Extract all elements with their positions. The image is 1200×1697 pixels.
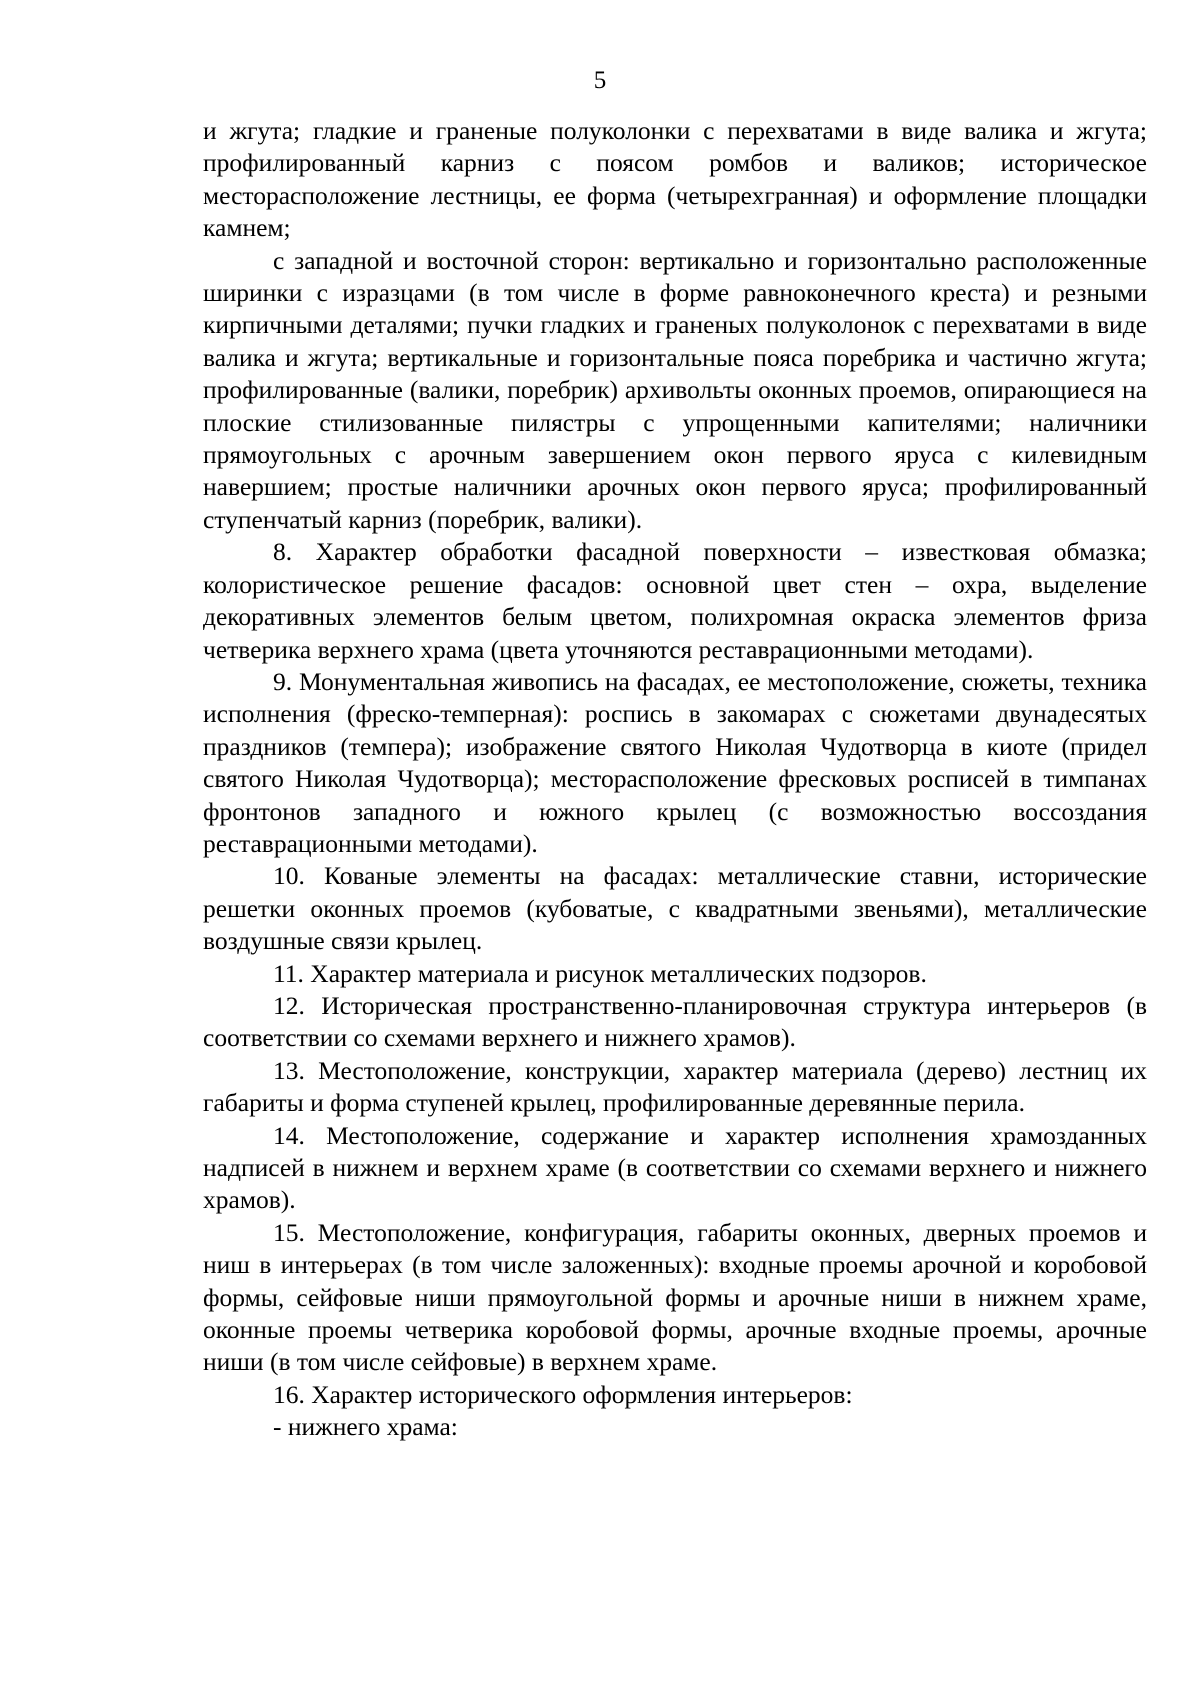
paragraph-item-9: 9. Монументальная живопись на фасадах, ее местоположение, сюжеты, техника исполнения (фреско-темперная): роспись в закомарах с сюжетами двунадесятых праздников (темпера); изображение святого Николая Чудотворца в киоте (придел святого Николая Чудотворца); месторасположение фресковых росписей в тимпанах фронтонов западного и южного крылец (с возможностью воссоздания реставрационными методами).: [203, 666, 1147, 858]
paragraph-item-10: 10. Кованые элементы на фасадах: металлические ставни, исторические решетки оконных проемов (кубоватые, с квадратными звеньями), металлические воздушные связи крылец.: [203, 861, 1147, 956]
paragraph-item-13: 13. Местоположение, конструкции, характер материала (дерево) лестниц их габариты и форма ступеней крылец, профилированные деревянные перила.: [203, 1055, 1147, 1118]
page-number: 5: [593, 67, 607, 94]
document-body: [203, 115, 1147, 1444]
paragraph-item-15: 15. Местоположение, конфигурация, габариты оконных, дверных проемов и ниш в интерьерах (в том числе заложенных): входные проемы арочной и коробовой формы, сейфовые ниши прямоугольной формы и арочные ниши в нижнем храме, оконные проемы четверика коробовой формы, арочные входные проемы, арочные ниши (в том числе сейфовые) в верхнем храме.: [203, 1217, 1147, 1377]
paragraph-item-16: 16. Характер исторического оформления интерьеров:: [273, 1379, 853, 1409]
paragraph-item-11: 11. Характер материала и рисунок металлических подзоров.: [273, 958, 927, 988]
paragraph-item-8: 8. Характер обработки фасадной поверхности – известковая обмазка; колористическое решение фасадов: основной цвет стен – охра, выделение декоративных элементов белым цветом, полихромная окраска элементов фриза четверика верхнего храма (цвета уточняются реставрационными методами).: [203, 537, 1147, 664]
paragraph-item-14: 14. Местоположение, содержание и характер исполнения храмозданных надписей в нижнем и верхнем храме (в соответствии со схемами верхнего и нижнего храмов).: [203, 1120, 1147, 1215]
paragraph-lower-church: - нижнего храма:: [273, 1412, 458, 1442]
paragraph-item-12: 12. Историческая пространственно-планировочная структура интерьеров (в соответствии со схемами верхнего и нижнего храмов).: [203, 990, 1147, 1053]
paragraph-west-east-facades: с западной и восточной сторон: вертикально и горизонтально расположенные ширинки с изразцами (в том числе в форме равноконечного креста) и резными кирпичными деталями; пучки гладких и граненых полуколонок с перехватами в виде валика и жгута; вертикальные и горизонтальные пояса поребрика и частично жгута; профилированные (валики, поребрик) архивольты оконных проемов, опирающиеся на плоские стилизованные пилястры с упрощенными капителями; наличники прямоугольных с арочным завершением окон первого яруса с килевидным навершием; простые наличники арочных окон первого яруса; профилированный ступенчатый карниз (поребрик, валики).: [203, 245, 1147, 534]
paragraph-continuation: и жгута; гладкие и граненые полуколонки с перехватами в виде валика и жгута; профилированный карниз с поясом ромбов и валиков; историческое месторасположение лестницы, ее форма (четырехгранная) и оформление площадки камнем;: [203, 116, 1147, 243]
